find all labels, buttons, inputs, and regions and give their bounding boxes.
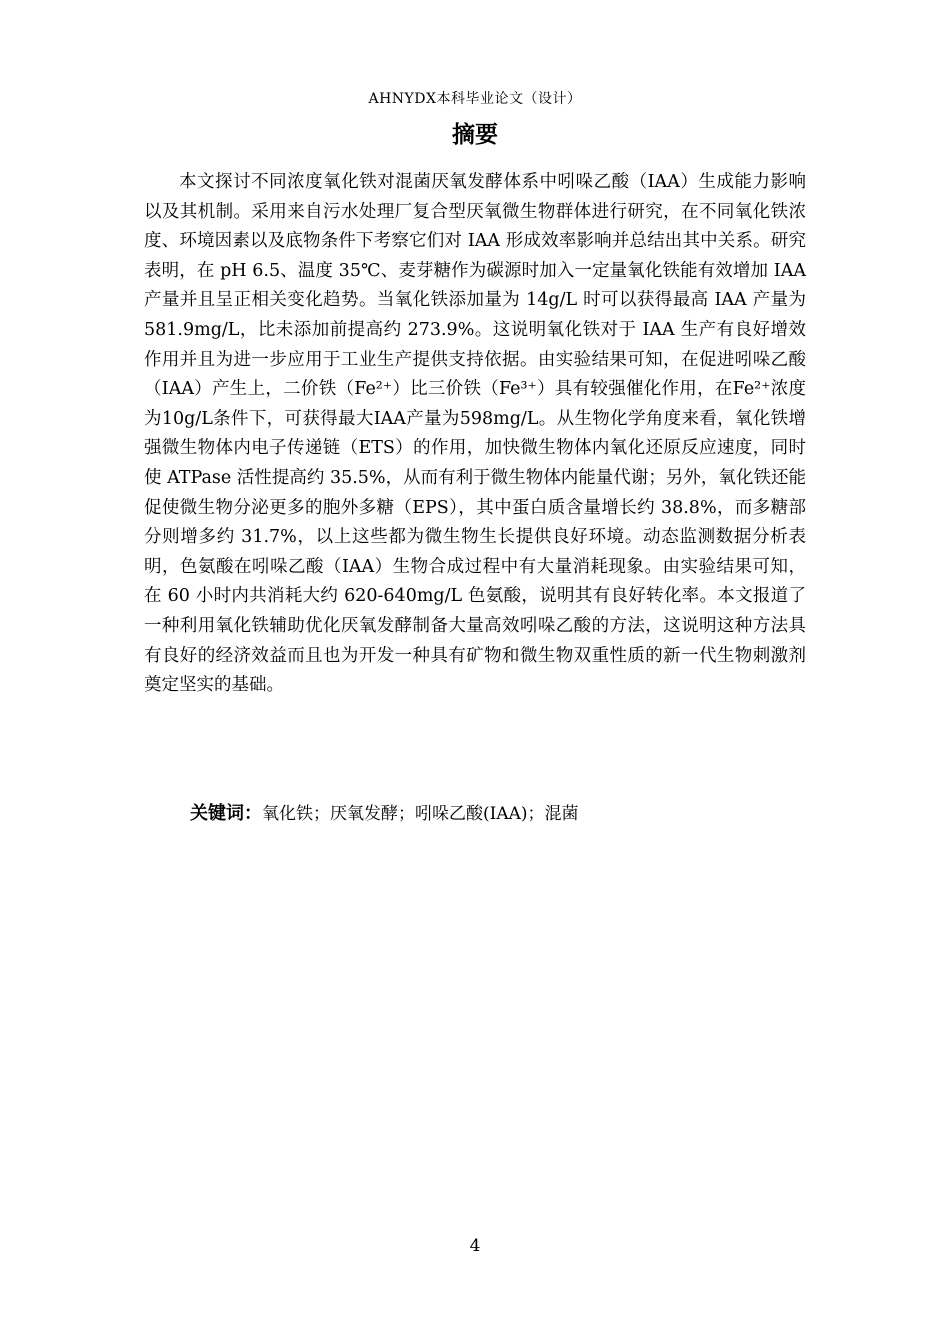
keywords-label: 关键词： bbox=[190, 803, 262, 824]
page-number: 4 bbox=[469, 1236, 481, 1256]
keywords-line bbox=[190, 800, 810, 828]
abstract-title: 摘要 bbox=[452, 122, 498, 148]
running-header: AHNYDX本科毕业论文（设计） bbox=[368, 91, 582, 107]
keywords-text: 氧化铁；厌氧发酵；吲哚乙酸(IAA)；混菌 bbox=[262, 804, 579, 824]
abstract-body: 本文探讨不同浓度氧化铁对混菌厌氧发酵体系中吲哚乙酸（IAA）生成能力影响以及其机制。采用来自污水处理厂复合型厌氧微生物群体进行研究，在不同氧化铁浓度、环境因素以及底物条件下考察它们对 IAA 形成效率影响并总结出其中关系。研究表明，在 pH 6.5、温度 35℃、麦芽糖作为碳源时加入一定量氧化铁能有效增加 IAA 产量并且呈正相关变化趋势。当氧化铁添加量为 14g/L 时可以获得最高 IAA 产量为 581.9mg/L，比未添加前提高约 273.9%。这说明氧化铁对于 IAA 生产有良好增效作用并且为进一步应用于工业生产提供支持依据。由实验结果可知，在促进吲哚乙酸（IAA）产生上，二价铁（Fe²⁺）比三价铁（Fe³⁺）具有较强催化作用，在Fe²⁺浓度为10g/L条件下，可获得最大IAA产量为598mg/L。从生物化学角度来看，氧化铁增强微生物体内电子传递链（ETS）的作用，加快微生物体内氧化还原反应速度，同时使 ATPase 活性提高约 35.5%，从而有利于微生物体内能量代谢；另外，氧化铁还能促使微生物分泌更多的胞外多糖（EPS），其中蛋白质含量增长约 38.8%，而多糖部分则增多约 31.7%，以上这些都为微生物生长提供良好环境。动态监测数据分析表明，色氨酸在吲哚乙酸（IAA）生物合成过程中有大量消耗现象。由实验结果可知，在 60 小时内共消耗大约 620-640mg/L 色氨酸，说明其有良好转化率。本文报道了一种利用氧化铁辅助优化厌氧发酵制备大量高效吲哚乙酸的方法，这说明这种方法具有良好的经济效益而且也为开发一种具有矿物和微生物双重性质的新一代生物刺激剂奠定坚实的基础。 bbox=[144, 172, 806, 696]
